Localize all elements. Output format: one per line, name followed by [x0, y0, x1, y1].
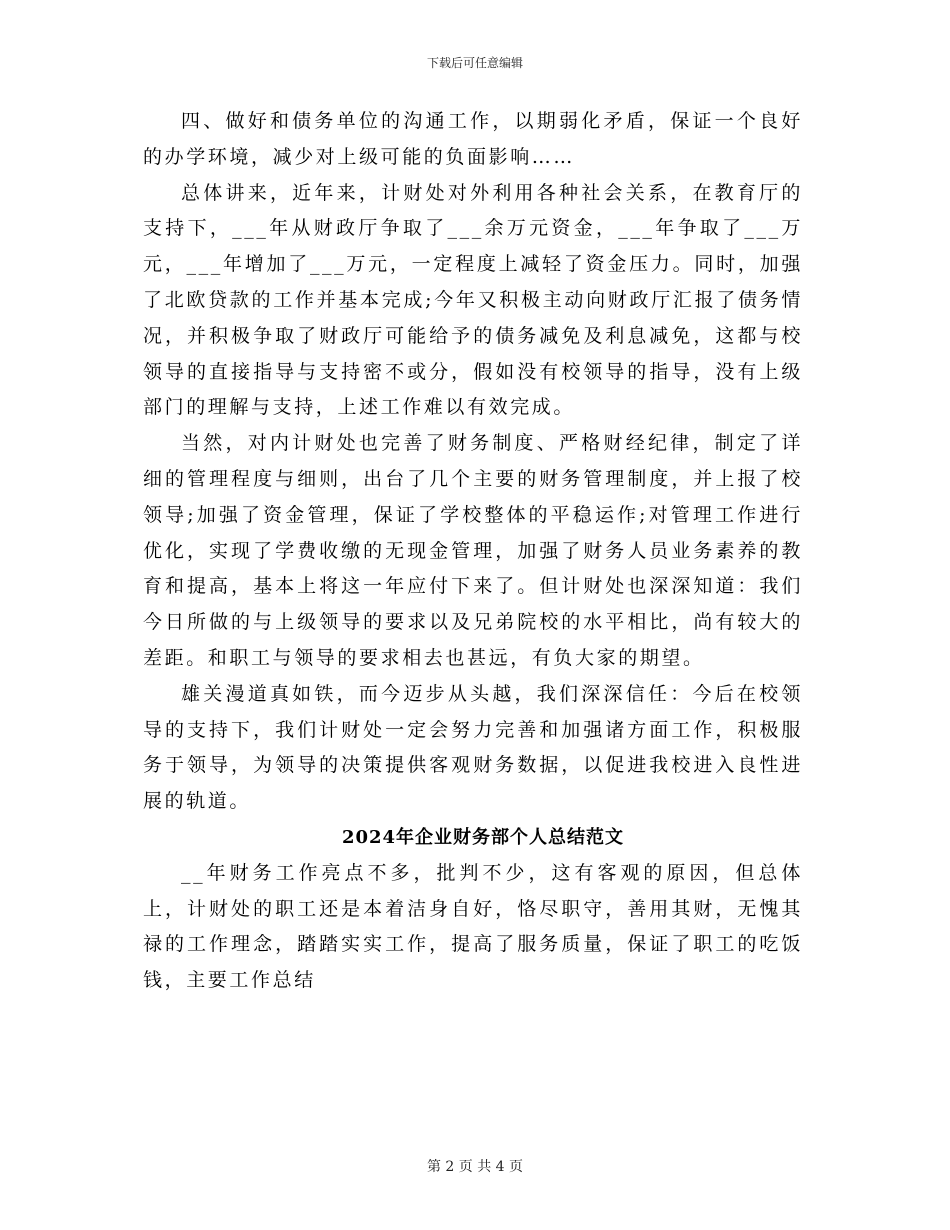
paragraph: __年财务工作亮点不多，批判不少，这有客观的原因，但总体上，计财处的职工还是本着洁身自好，恪尽职守，善用其财，无愧其禄的工作理念，踏踏实实工作，提高了服务质量，保证了职工的吃饭钱，主要工作总结: [143, 861, 803, 992]
page-header-note: 下载后可任意编辑: [426, 56, 523, 70]
paragraph: 雄关漫道真如铁，而今迈步从头越，我们深深信任：今后在校领导的支持下，我们计财处一定会努力完善和加强诸方面工作，积极服务于领导，为领导的决策提供客观财务数据，以促进我校进入良性进展的轨道。: [143, 682, 803, 813]
document-body: [143, 104, 803, 999]
paragraph: 当然，对内计财处也完善了财务制度、严格财经纪律，制定了详细的管理程度与细则，出台了几个主要的财务管理制度，并上报了校领导;加强了资金管理，保证了学校整体的平稳运作;对管理工作进行优化，实现了学费收缴的无现金管理，加强了财务人员业务素养的教育和提高，基本上将这一年应付下来了。但计财处也深深知道：我们今日所做的与上级领导的要求以及兄弟院校的水平相比，尚有较大的差距。和职工与领导的要求相去也甚远，有负大家的期望。: [143, 432, 803, 669]
page-number: 第 2 页 共 4 页: [426, 1159, 524, 1175]
section-title: 2024年企业财务部个人总结范文: [341, 826, 625, 848]
paragraph: 总体讲来，近年来，计财处对外利用各种社会关系，在教育厅的支持下，___年从财政厅争取了___余万元资金，___年争取了___万元，___年增加了___万元，一定程度上减轻了资金压力。同时，加强了北欧贷款的工作并基本完成;今年又积极主动向财政厅汇报了债务情况，并积极争取了财政厅可能给予的债务减免及利息减免，这都与校领导的直接指导与支持密不或分，假如没有校领导的指导，没有上级部门的理解与支持，上述工作难以有效完成。: [143, 181, 803, 419]
paragraph: 四、做好和债务单位的沟通工作，以期弱化矛盾，保证一个良好的办学环境，减少对上级可能的负面影响……: [143, 110, 803, 168]
